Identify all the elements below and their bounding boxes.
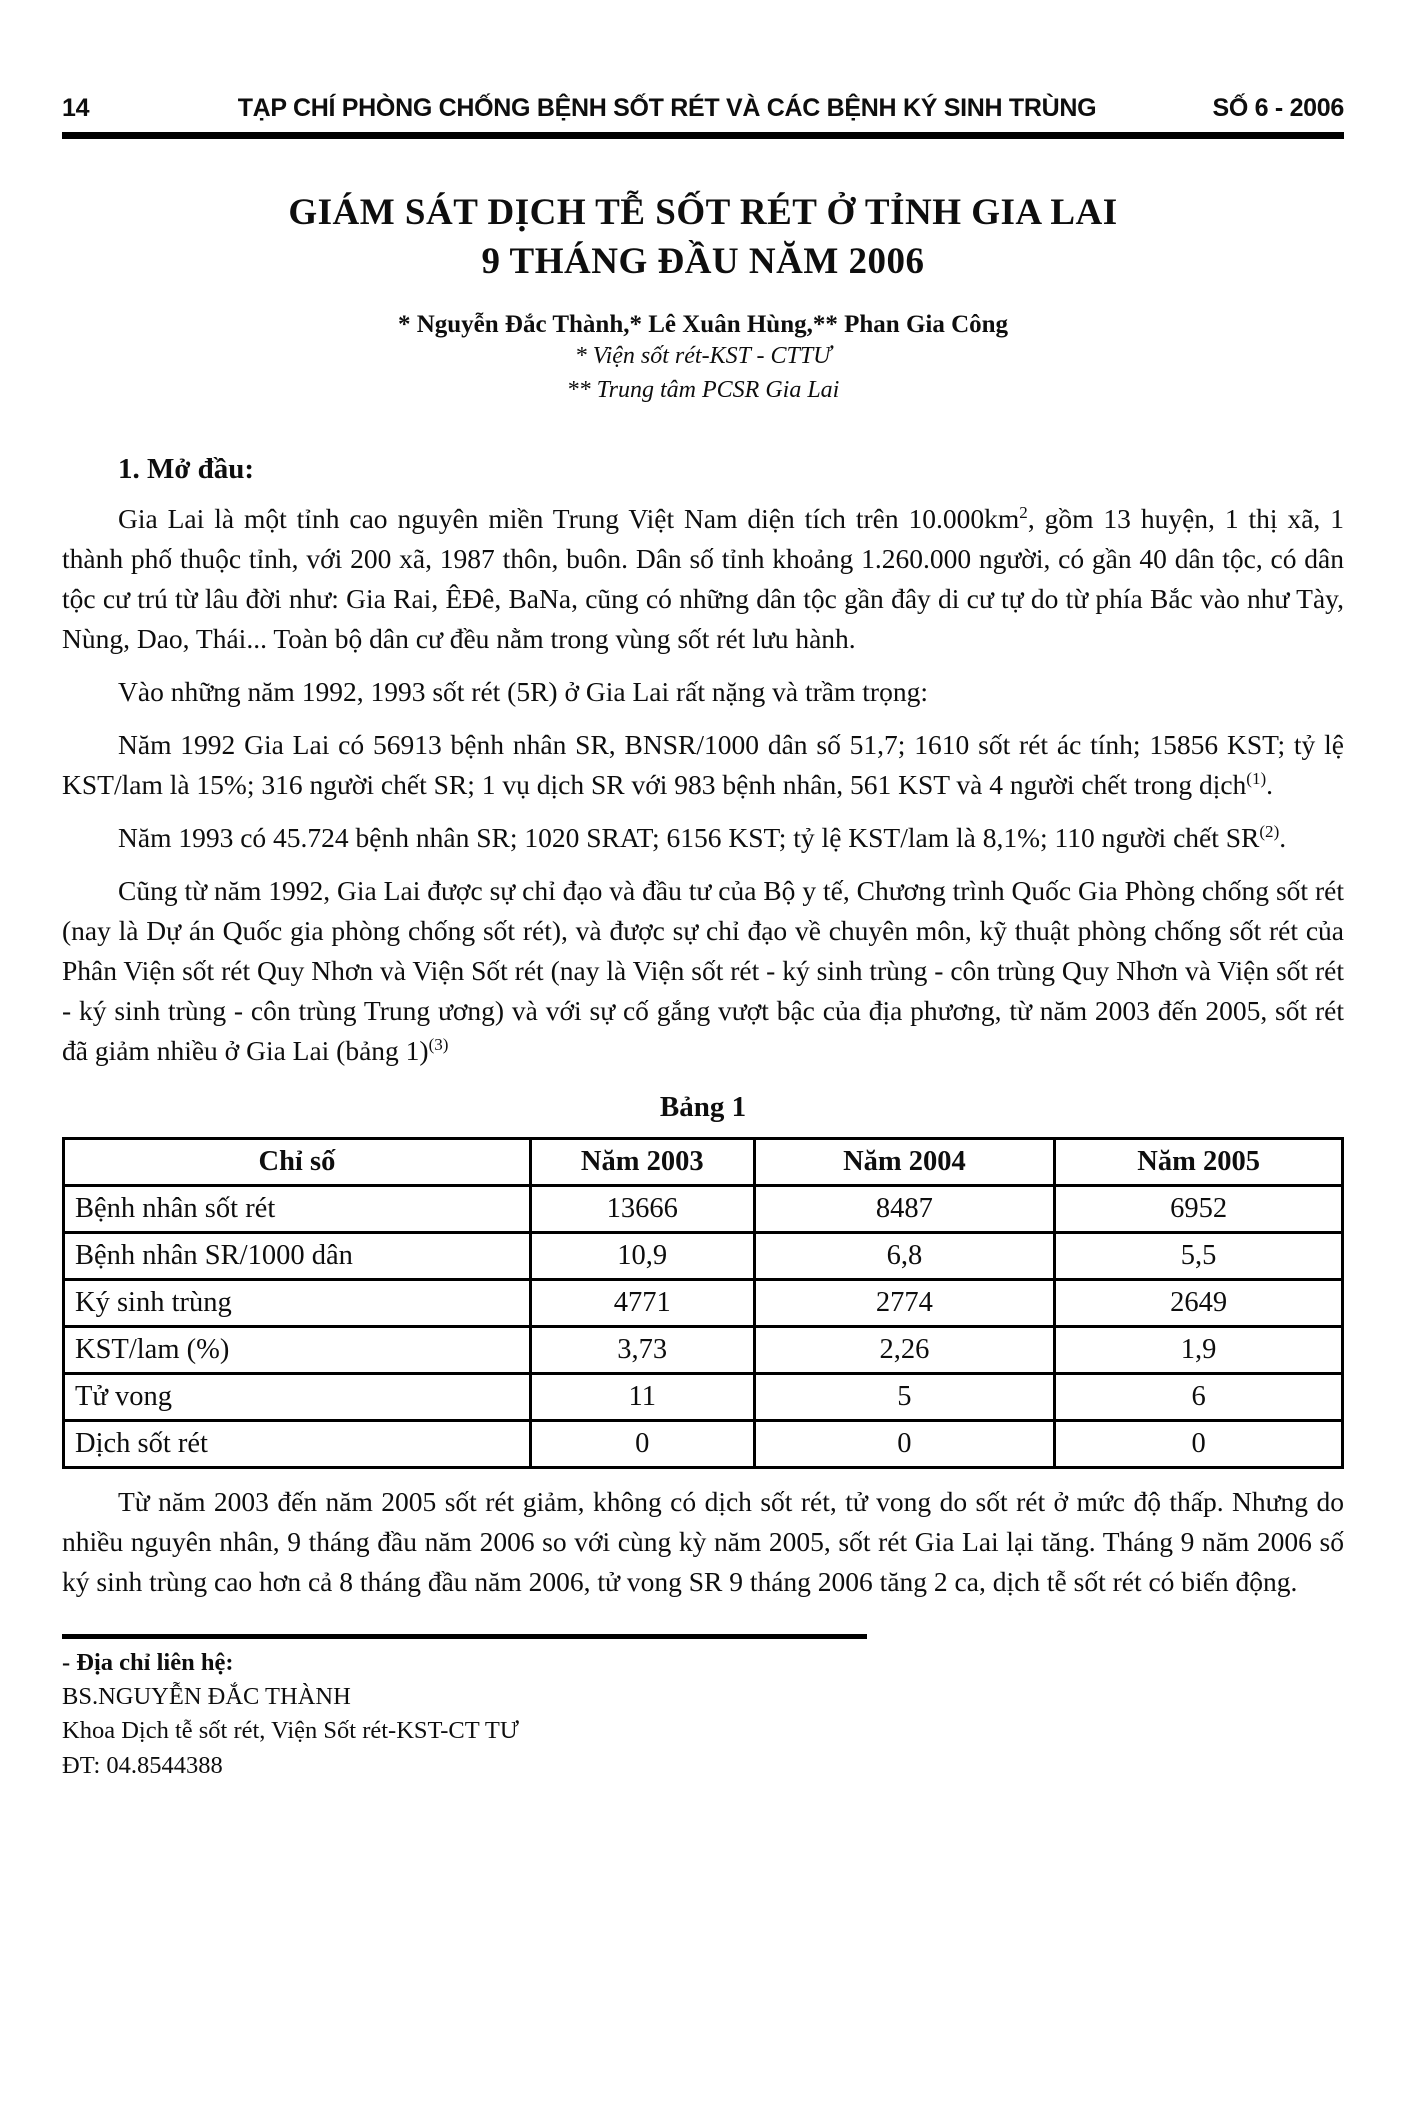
affiliation-primary: * Viện sốt rét-KST - CTTƯ [574, 342, 832, 369]
cell-value: 13666 [530, 1185, 754, 1232]
column-header-2003: Năm 2003 [530, 1138, 754, 1185]
cell-value: 1,9 [1055, 1326, 1343, 1373]
row-label: Bệnh nhân sốt rét [64, 1185, 531, 1232]
column-header-indicator: Chỉ số [64, 1138, 531, 1185]
cell-value: 6,8 [754, 1232, 1055, 1279]
cell-value: 6 [1055, 1373, 1343, 1420]
reference-2: (2) [1259, 821, 1280, 841]
contact-label: - Địa chỉ liên hệ: [62, 1648, 234, 1676]
malaria-indicators-table [62, 1137, 1344, 1469]
contact-phone: ĐT: 04.8544388 [62, 1751, 223, 1779]
authors-line: * Nguyễn Đắc Thành,* Lê Xuân Hùng,** Phan Gia Công [397, 310, 1009, 338]
cell-value: 5 [754, 1373, 1055, 1420]
paragraph-text: , gồm 13 huyện, 1 thị xã, 1 thành phố thuộc tỉnh, với 200 xã, 1987 thôn, buôn. Dân số tỉnh khoảng 1.260.000 người, có gần 40 dân tộc, có dân tộc cư trú từ lâu đời như: Gia Rai, ÊĐê, BaNa, cũng có những dân tộc gần đây di cư tự do từ phía Bắc vào như Tày, Nùng, Dao, Thái... Toàn bộ dân cư đều nằm trong vùng sốt rét lưu hành. [62, 502, 1344, 654]
cell-value: 10,9 [530, 1232, 754, 1279]
cell-value: 0 [1055, 1420, 1343, 1467]
article-title-line1: GIÁM SÁT DỊCH TỄ SỐT RÉT Ở TỈNH GIA LAI [288, 192, 1118, 233]
article-title-line2: 9 THÁNG ĐẦU NĂM 2006 [481, 240, 925, 282]
paragraph-text: Năm 1993 có 45.724 bệnh nhân SR; 1020 SRAT; 6156 KST; tỷ lệ KST/lam là 8,1%; 110 người chết SR [118, 821, 1260, 853]
table-header-row [64, 1138, 1343, 1185]
cell-value: 4771 [530, 1279, 754, 1326]
contact-footnote [62, 1634, 1344, 1783]
affiliation-secondary: ** Trung tâm PCSR Gia Lai [566, 376, 840, 403]
paragraph-2006-trend: Từ năm 2003 đến năm 2005 sốt rét giảm, không có dịch sốt rét, tử vong do sốt rét ở mức độ thấp. Nhưng do nhiều nguyên nhân, 9 tháng đầu năm 2006 so với cùng kỳ năm 2005, sốt rét Gia Lai lại tăng. Tháng 9 năm 2006 số ký sinh trùng cao hơn cả 8 tháng đầu năm 2006, tử vong SR 9 tháng 2006 tăng 2 ca, dịch tễ sốt rét có biến động. [62, 1485, 1344, 1597]
article-title [62, 189, 1344, 287]
paragraph-text: . [1279, 821, 1287, 853]
paragraph-1993-statistics [62, 818, 1344, 858]
cell-value: 2,26 [754, 1326, 1055, 1373]
table-row [64, 1326, 1343, 1373]
table-row [64, 1373, 1343, 1420]
row-label: Dịch sốt rét [64, 1420, 531, 1467]
row-label: Tử vong [64, 1373, 531, 1420]
paragraph-1992-1993-intro: Vào những năm 1992, 1993 sốt rét (5R) ở Gia Lai rất nặng và trầm trọng: [118, 675, 928, 707]
cell-value: 0 [754, 1420, 1055, 1467]
row-label: Ký sinh trùng [64, 1279, 531, 1326]
reference-3: (3) [428, 1034, 449, 1054]
cell-value: 5,5 [1055, 1232, 1343, 1279]
paragraph-province-overview [62, 499, 1344, 659]
contact-name: BS.NGUYỄN ĐẮC THÀNH [62, 1683, 351, 1711]
footnote-divider [62, 1634, 867, 1639]
row-label: KST/lam (%) [64, 1326, 531, 1373]
page-number: 14 [62, 94, 90, 122]
column-header-2004: Năm 2004 [754, 1138, 1055, 1185]
table-row [64, 1232, 1343, 1279]
journal-title: TẠP CHÍ PHÒNG CHỐNG BỆNH SỐT RÉT VÀ CÁC BỆNH KÝ SINH TRÙNG [237, 94, 1097, 122]
row-label: Bệnh nhân SR/1000 dân [64, 1232, 531, 1279]
cell-value: 3,73 [530, 1326, 754, 1373]
cell-value: 0 [530, 1420, 754, 1467]
cell-value: 6952 [1055, 1185, 1343, 1232]
column-header-2005: Năm 2005 [1055, 1138, 1343, 1185]
paragraph-1992-statistics [62, 725, 1344, 805]
table-caption: Bảng 1 [659, 1090, 747, 1123]
table-row [64, 1420, 1343, 1467]
reference-1: (1) [1246, 768, 1267, 788]
superscript-km2: 2 [1019, 502, 1028, 522]
paragraph-text: . [1266, 768, 1274, 800]
table-row [64, 1185, 1343, 1232]
paragraph-text: Năm 1992 Gia Lai có 56913 bệnh nhân SR, BNSR/1000 dân số 51,7; 1610 sốt rét ác tính; 15856 KST; tỷ lệ KST/lam là 15%; 316 người chết SR; 1 vụ dịch SR với 983 bệnh nhân, 561 KST và 4 người chết trong dịch [62, 728, 1344, 800]
section-heading-intro: 1. Mở đầu: [118, 452, 255, 485]
table-row [64, 1279, 1343, 1326]
paragraph-text: Gia Lai là một tỉnh cao nguyên miền Trung Việt Nam diện tích trên 10.000km [118, 502, 1020, 534]
journal-running-header [62, 94, 1344, 139]
paragraph-program-support [62, 871, 1344, 1071]
paragraph-text: Cũng từ năm 1992, Gia Lai được sự chỉ đạo và đầu tư của Bộ y tế, Chương trình Quốc Gia Phòng chống sốt rét (nay là Dự án Quốc gia phòng chống sốt rét), và được sự chỉ đạo về chuyên môn, kỹ thuật phòng chống sốt rét của Phân Viện sốt rét Quy Nhơn và Viện Sốt rét (nay là Viện sốt rét - ký sinh trùng - côn trùng Quy Nhơn và Viện sốt rét - ký sinh trùng - côn trùng Trung ương) và với sự cố gắng vượt bậc của địa phương, từ năm 2003 đến 2005, sốt rét đã giảm nhiều ở Gia Lai (bảng 1) [62, 874, 1344, 1066]
cell-value: 2774 [754, 1279, 1055, 1326]
issue-number: SỐ 6 - 2006 [1212, 94, 1344, 122]
cell-value: 11 [530, 1373, 754, 1420]
cell-value: 2649 [1055, 1279, 1343, 1326]
contact-block [62, 1646, 1344, 1783]
cell-value: 8487 [754, 1185, 1055, 1232]
contact-department: Khoa Dịch tễ sốt rét, Viện Sốt rét-KST-CT TƯ [62, 1717, 519, 1745]
